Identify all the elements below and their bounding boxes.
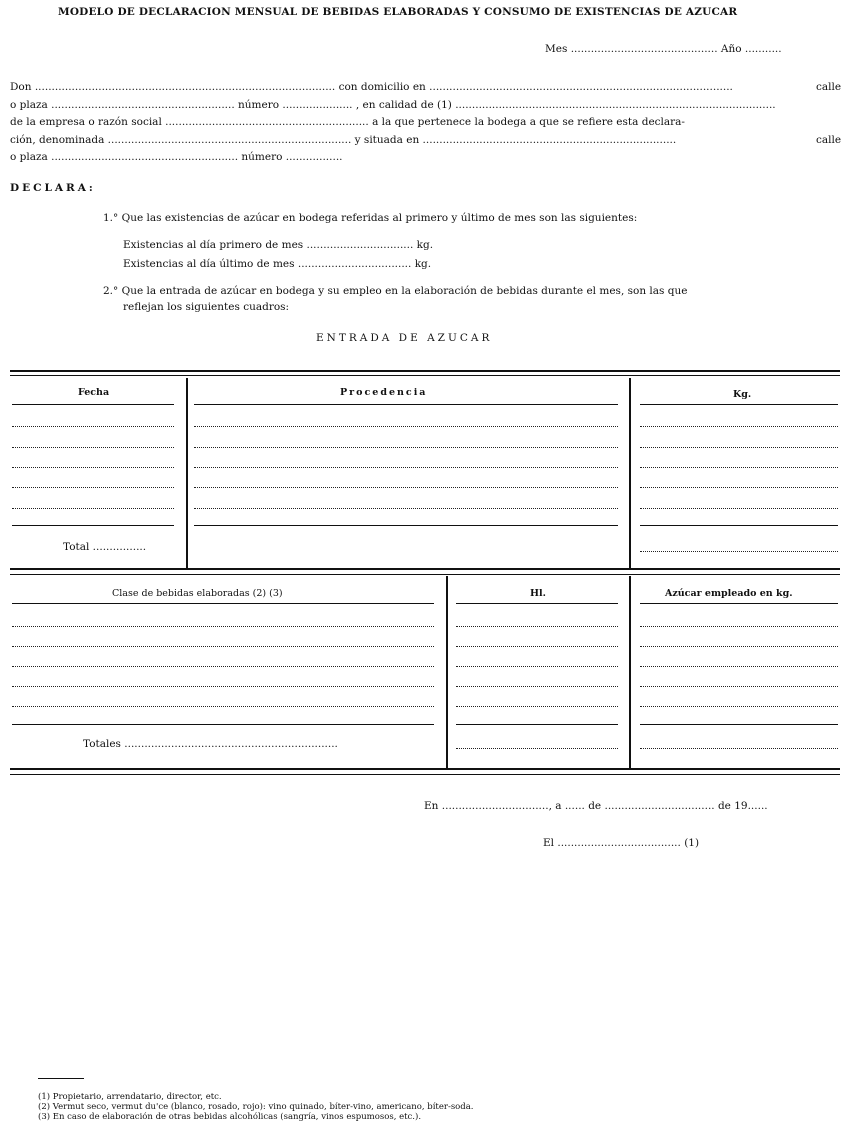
clase-bottom-rule [12, 724, 434, 725]
table2-divider-1 [446, 576, 448, 768]
azucar-header-rule [640, 603, 838, 604]
clase-header-rule [12, 603, 434, 604]
hl-bottom-rule [456, 724, 618, 725]
entrada-title: ENTRADA DE AZUCAR [316, 332, 493, 344]
hl-total-row[interactable] [456, 748, 618, 749]
table2-bottom-rule [10, 768, 840, 770]
fecha-bottom-rule [12, 525, 174, 526]
table1-bottom-rule-2 [10, 574, 840, 575]
place-date-line[interactable]: En ................................, a ...... de ................................. de 19...... [424, 800, 768, 812]
table2-bottom-rule-2 [10, 774, 840, 775]
mes-ano-field[interactable]: Mes ............................................ Año ........... [545, 43, 782, 55]
fecha-header-rule [12, 404, 174, 405]
table1-bottom-rule [10, 568, 840, 570]
azucar-total-row[interactable] [640, 748, 838, 749]
col-hl: Hl. [530, 588, 546, 599]
hl-header-rule [456, 603, 618, 604]
line-denominada-calle: calle [816, 134, 842, 146]
footnote-2: (2) Vermut seco, vermut du'ce (blanco, rosado, rojo): vino quinado, bíter-vino, americano, bíter-soda. [38, 1102, 474, 1112]
kg-header-rule [640, 404, 838, 405]
line-empresa[interactable]: de la empresa o razón social ............................................................. a la que pertenece la bodega a que se refiere esta declara- [10, 116, 685, 128]
footnote-rule [38, 1078, 84, 1079]
line-plaza-numero-2[interactable]: o plaza ........................................................ número ................. [10, 151, 343, 163]
col-procedencia: Procedencia [340, 387, 428, 398]
line-don-calle: calle [816, 81, 842, 93]
line-plaza-numero[interactable]: o plaza ....................................................... número ..................... , en calidad de (1) ................................................................................................ [10, 99, 776, 111]
procedencia-bottom-rule [194, 525, 618, 526]
item-2-line-b: reflejan los siguientes cuadros: [123, 301, 290, 313]
table2-divider-2 [629, 576, 631, 768]
document-title: MODELO DE DECLARACION MENSUAL DE BEBIDAS ELABORADAS Y CONSUMO DE EXISTENCIAS DE AZUCAR [58, 6, 738, 18]
footnote-3: (3) En caso de elaboración de otras bebidas alcohólicas (sangría, vinos espumosos, etc.). [38, 1112, 422, 1122]
declara-heading: DECLARA: [10, 182, 96, 194]
footnote-1: (1) Propietario, arrendatario, director, etc. [38, 1092, 222, 1102]
totales-label[interactable]: Totales ................................................................ [83, 738, 338, 750]
col-clase: Clase de bebidas elaboradas (2) (3) [112, 588, 283, 599]
line-denominada[interactable]: ción, denominada ......................................................................... y situada en ............................................................................ [10, 134, 677, 146]
existencias-primero[interactable]: Existencias al día primero de mes ................................ kg. [123, 239, 434, 251]
table1-divider-1 [186, 378, 188, 568]
item-2-line-a: 2.° Que la entrada de azúcar en bodega y su empleo en la elaboración de bebidas durante el mes, son las que [103, 285, 688, 297]
item-1: 1.° Que las existencias de azúcar en bodega referidas al primero y último de mes son las siguientes: [103, 212, 638, 224]
kg-bottom-rule [640, 525, 838, 526]
line-don[interactable]: Don .......................................................................................... con domicilio en ........................................................................................... [10, 81, 733, 93]
procedencia-header-rule [194, 404, 618, 405]
table1-top-rule [10, 370, 840, 372]
existencias-ultimo[interactable]: Existencias al día último de mes .................................. kg. [123, 258, 432, 270]
col-azucar: Azúcar empleado en kg. [665, 588, 793, 599]
col-kg: Kg. [733, 389, 752, 400]
table1-divider-2 [629, 378, 631, 568]
table1-top-rule-2 [10, 375, 840, 376]
total-label[interactable]: Total ................ [63, 541, 147, 553]
signature-line[interactable]: El ..................................... (1) [543, 837, 700, 849]
col-fecha: Fecha [78, 387, 110, 398]
azucar-bottom-rule [640, 724, 838, 725]
kg-total-row[interactable] [640, 551, 838, 552]
